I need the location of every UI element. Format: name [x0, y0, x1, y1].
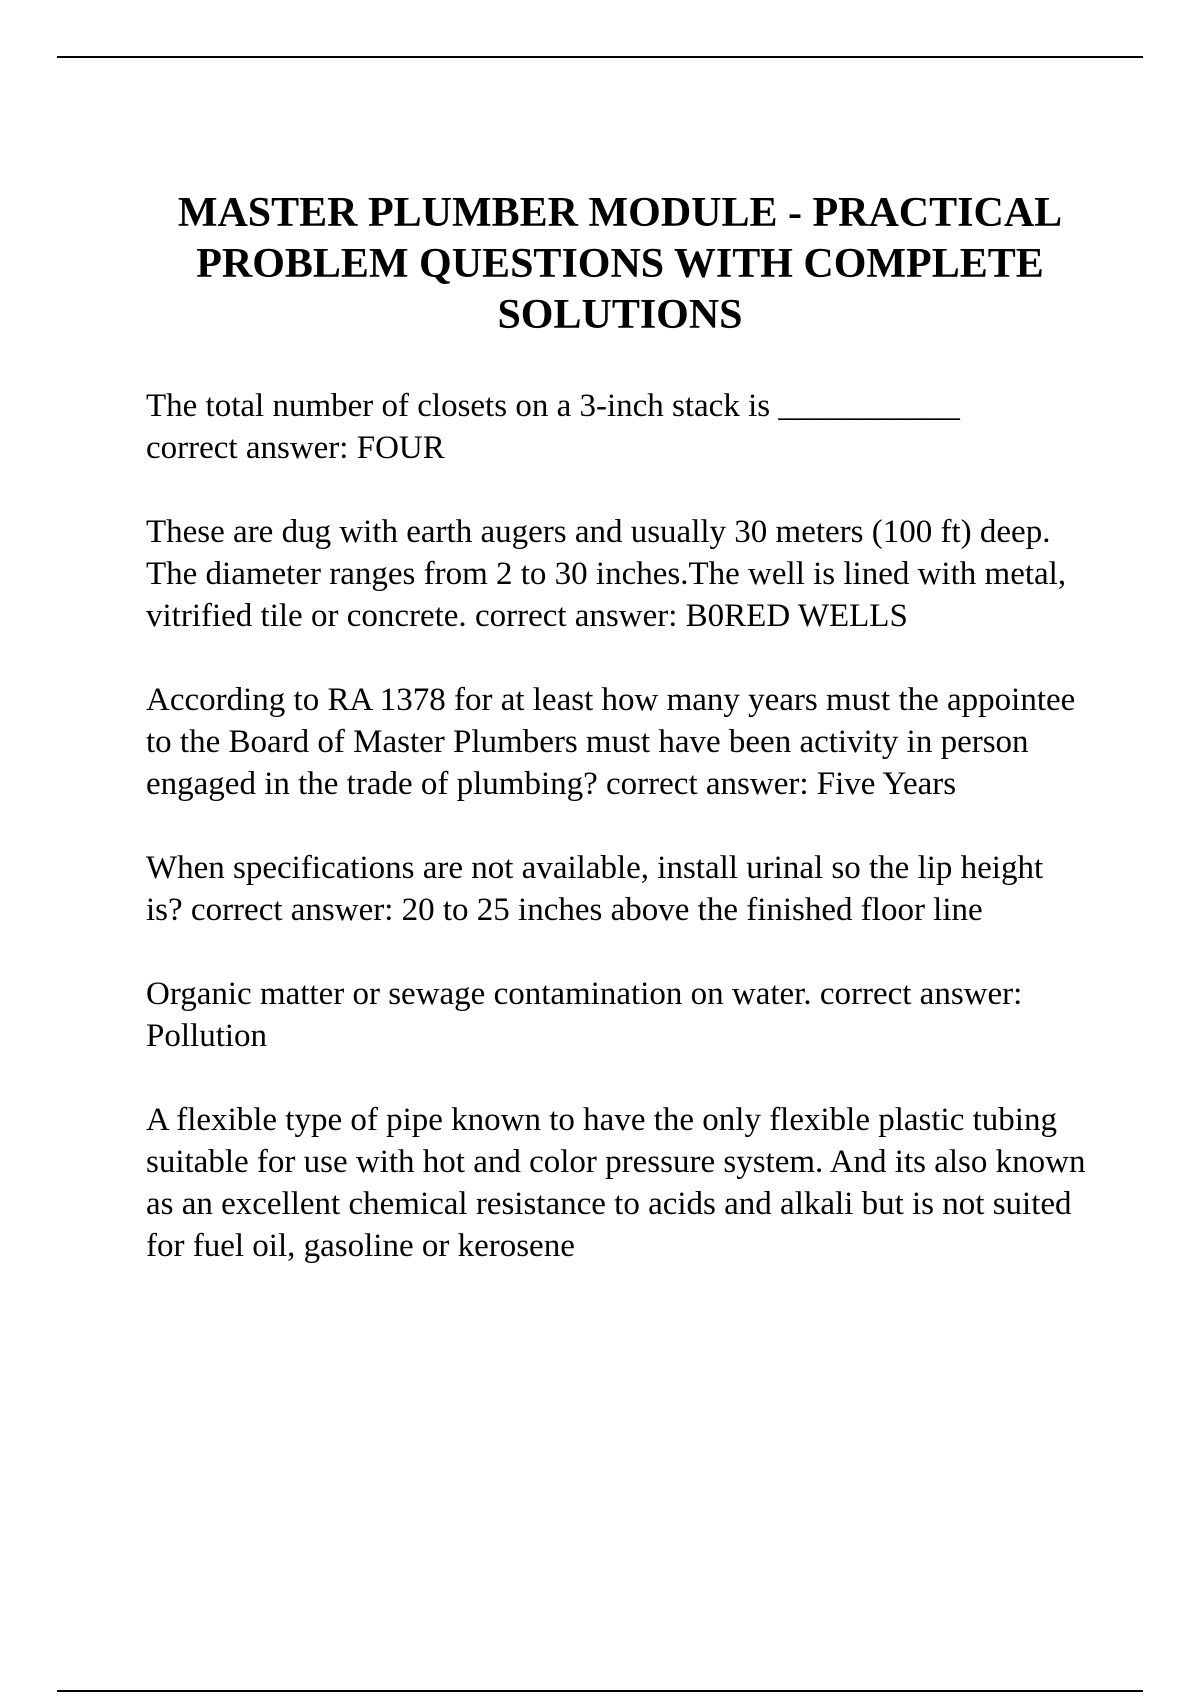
question-text: According to RA 1378 for at least how many years must the appointee to the Board of Master Plumbers must have been activity in person engaged in the trade of plumbing? — [146, 682, 1084, 802]
question-item — [146, 679, 1086, 805]
top-rule — [57, 56, 1143, 58]
question-item — [146, 973, 1086, 1057]
answer-text: Five Years — [816, 766, 957, 802]
answer-text: 20 to 25 inches above the finished floor line — [401, 892, 983, 928]
question-item — [146, 847, 1086, 931]
question-item — [146, 1099, 1094, 1267]
question-text: A flexible type of pipe known to have the only flexible plastic tubing suitable for use with hot and color pressure system. And its also known as an excellent chemical resistance to acids and alkali but is not suited for fuel oil, gasoline or kerosene — [146, 1102, 1094, 1264]
answer-label: correct answer: — [819, 976, 1023, 1012]
question-text: The total number of closets on a 3-inch stack is ___________ — [146, 388, 960, 424]
question-item — [146, 511, 1086, 637]
question-text: Organic matter or sewage contamination on water. — [146, 976, 812, 1012]
answer-text: FOUR — [356, 430, 445, 466]
answer-label: correct answer: — [190, 892, 394, 928]
answer-label: correct answer: — [606, 766, 809, 802]
question-list — [146, 385, 1094, 1309]
answer-label: correct answer: — [146, 430, 349, 466]
question-text: These are dug with earth augers and usually 30 meters (100 ft) deep. The diameter ranges from 2 to 30 inches.The well is lined with metal, vitrified tile or concrete. — [146, 514, 1075, 634]
question-item — [146, 385, 1086, 469]
document-title: MASTER PLUMBER MODULE - PRACTICAL PROBLEM QUESTIONS WITH COMPLETE SOLUTIONS — [177, 190, 1063, 338]
bottom-rule — [57, 1690, 1143, 1692]
answer-label: correct answer: — [474, 598, 678, 634]
question-text: When specifications are not available, install urinal so the lip height is? — [146, 850, 1052, 928]
answer-text: B0RED WELLS — [685, 598, 908, 634]
answer-text: Pollution — [146, 1018, 268, 1054]
